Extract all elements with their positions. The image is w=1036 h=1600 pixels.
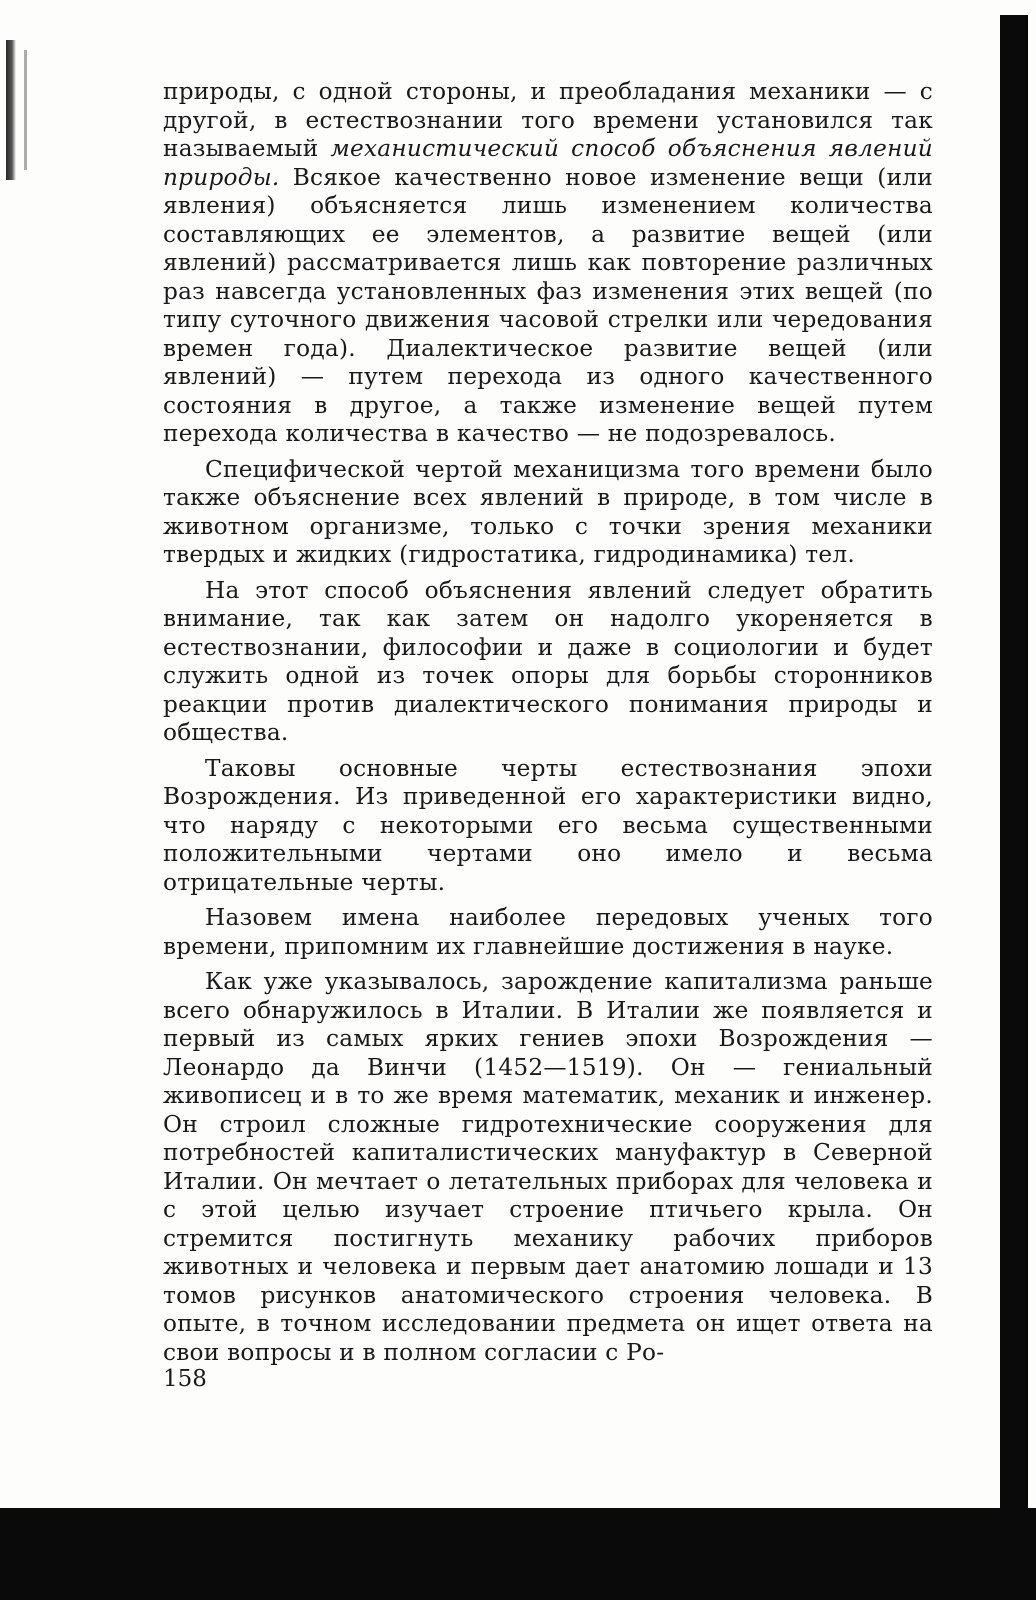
scan-edge-bottom bbox=[0, 1508, 1036, 1600]
paragraph bbox=[163, 577, 933, 748]
paragraph-text: Назовем имена наиболее передовых ученых того времени, припомним их главнейшие достижения в науке. bbox=[163, 904, 933, 960]
paragraph bbox=[163, 456, 933, 570]
paragraph-text: На этот способ объяснения явлений следует обратить внимание, так как затем он надолго укореняется в естествознании, философии и даже в социологии и будет служить одной из точек опоры для борьбы сторонников реакции против диалектического понимания природы и общества. bbox=[163, 576, 933, 746]
paragraph bbox=[163, 78, 933, 449]
scan-edge-left-line bbox=[24, 50, 27, 170]
paragraph-text: Специфической чертой механицизма того времени было также объяснение всех явлений в природе, в том числе в животном организме, только с точки зрения механики твердых и жидких (гидростатика, гидродинамика) тел. bbox=[163, 455, 933, 568]
paragraph bbox=[163, 904, 933, 961]
paragraph-text: Как уже указывалось, зарождение капитализма раньше всего обнаружилось в Италии. В Италии же появляется и первый из самых ярких гениев эпохи Возрождения — Леонардо да Винчи (1452—1519). Он — гениальный живописец и в то же время математик, механик и инженер. Он строил сложные гидротехнические сооружения для потребностей капиталистических мануфактур в Северной Италии. Он мечтает о летательных приборах для человека и с этой целью изучает строение птичьего крыла. Он стремится постигнуть механику рабочих приборов животных и человека и первым дает анатомию лошади и 13 томов рисунков анатомического строения человека. В опыте, в точном исследовании предмета он ищет ответа на свои вопросы и в полном согласии с Ро- bbox=[163, 968, 933, 1366]
italic-phrase: механистический способ объяснения явлений природы. bbox=[163, 135, 933, 191]
page-number: 158 bbox=[163, 1366, 207, 1392]
scan-edge-right bbox=[1000, 15, 1028, 1510]
paragraph-text: Всякое качественно новое изменение вещи (или явления) объясняется лишь изменением количества составляющих ее элементов, а развитие вещей (или явлений) рассматривается лишь как повторение различных раз навсегда установленных фаз изменения этих вещей (по типу суточного движения часовой стрелки или чередования времен года). Диалектическое развитие вещей (или явлений) — путем перехода из одного качественного состояния в другое, а также изменение вещей путем перехода количества в качество — не подозревалось. bbox=[163, 163, 933, 447]
paragraph-text: Таковы основные черты естествознания эпохи Возрождения. Из приведенной его характеристики видно, что наряду с некоторыми его весьма существенными положительными чертами оно имело и весьма отрицательные черты. bbox=[163, 754, 933, 896]
paragraph-text: природы, с одной стороны, и преобладания механики — с другой, в естествознании того времени установился так называемый bbox=[163, 78, 933, 162]
paragraph bbox=[163, 968, 933, 1367]
body-text bbox=[163, 78, 933, 1367]
paragraph bbox=[163, 755, 933, 898]
scan-edge-left bbox=[6, 40, 16, 180]
